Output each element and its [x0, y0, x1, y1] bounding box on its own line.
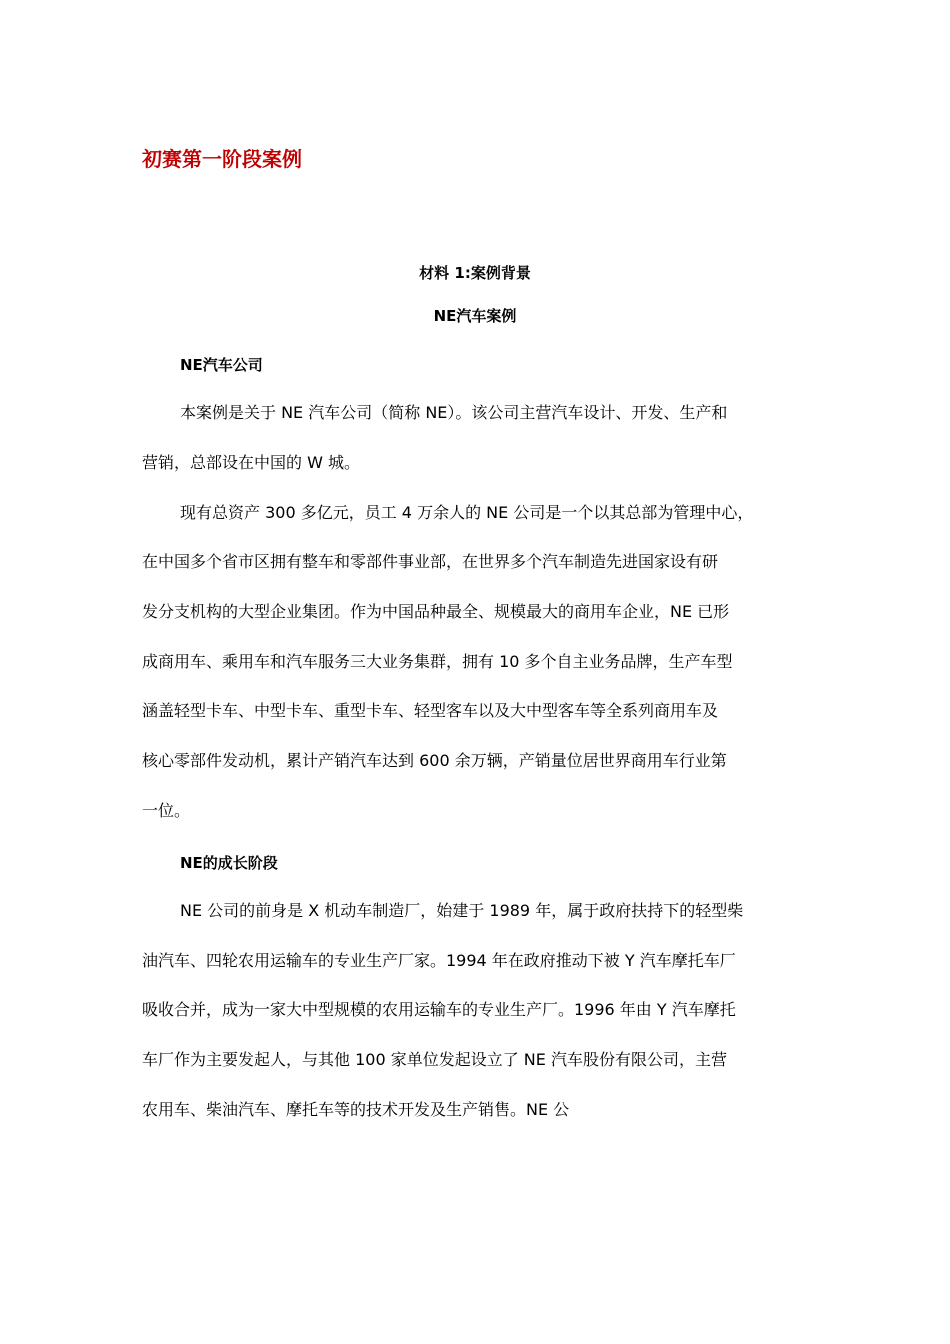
paragraph-line: 涵盖轻型卡车、中型卡车、重型卡车、轻型客车以及大中型客车等全系列商用车及 [142, 701, 719, 720]
paragraph-line: NE 公司的前身是 X 机动车制造厂，始建于 1989 年，属于政府扶持下的轻型柴 [180, 901, 744, 920]
paragraph-line: 农用车、柴油汽车、摩托车等的技术开发及生产销售。NE 公 [142, 1100, 570, 1119]
paragraph-line: 核心零部件发动机，累计产销汽车达到 600 余万辆，产销量位居世界商用车行业第 [142, 751, 727, 770]
document-title: 初赛第一阶段案例 [142, 147, 302, 171]
material-heading: 材料 1:案例背景 [419, 264, 531, 282]
section-heading-growth: NE的成长阶段 [180, 854, 278, 872]
paragraph-line: 一位。 [142, 801, 191, 820]
paragraph-line: 车厂作为主要发起人，与其他 100 家单位发起设立了 NE 汽车股份有限公司，主营 [142, 1050, 727, 1069]
paragraph-line: 油汽车、四轮农用运输车的专业生产厂家。1994 年在政府推动下被 Y 汽车摩托车厂 [142, 951, 736, 970]
paragraph-line: 本案例是关于 NE 汽车公司（简称 NE）。该公司主营汽车设计、开发、生产和 [180, 403, 728, 422]
case-heading: NE汽车案例 [433, 307, 517, 325]
paragraph-line: 成商用车、乘用车和汽车服务三大业务集群，拥有 10 多个自主业务品牌，生产车型 [142, 652, 733, 671]
paragraph-line: 营销，总部设在中国的 W 城。 [142, 453, 360, 472]
paragraph-line: 现有总资产 300 多亿元，员工 4 万余人的 NE 公司是一个以其总部为管理中心， [180, 503, 754, 522]
paragraph-line: 在中国多个省市区拥有整车和零部件事业部，在世界多个汽车制造先进国家设有研 [142, 552, 719, 571]
paragraph-line: 发分支机构的大型企业集团。作为中国品种最全、规模最大的商用车企业，NE 已形 [142, 602, 730, 621]
paragraph-line: 吸收合并，成为一家大中型规模的农用运输车的专业生产厂。1996 年由 Y 汽车摩托 [142, 1000, 736, 1019]
section-heading-company: NE汽车公司 [180, 356, 263, 374]
